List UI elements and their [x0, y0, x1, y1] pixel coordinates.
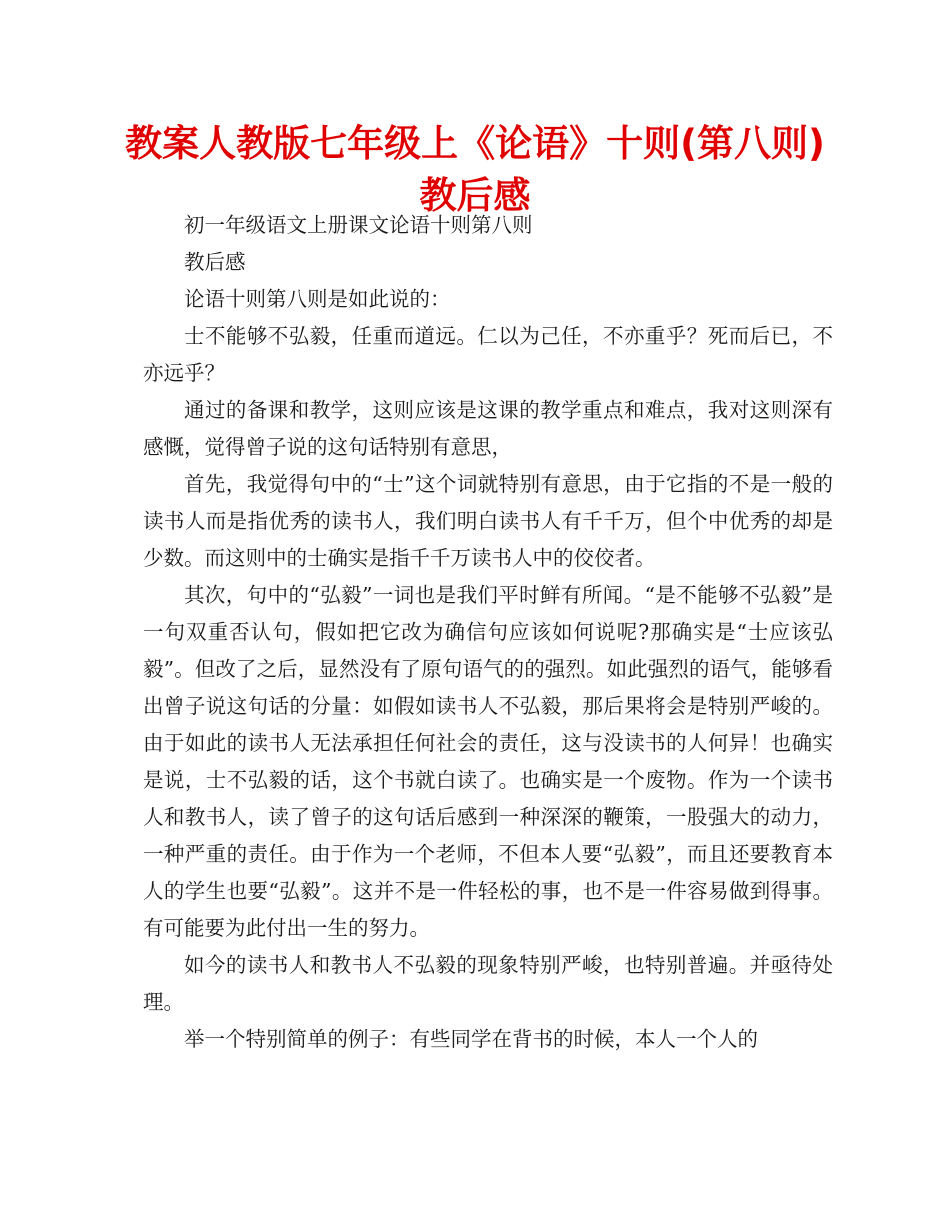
paragraph: 举一个特别简单的例子：有些同学在背书的时候，本人一个人的 [184, 1027, 758, 1051]
paragraph: 教后感 [184, 250, 246, 274]
paragraph: 初一年级语文上册课文论语十则第八则 [184, 213, 533, 237]
document-body [143, 207, 833, 1058]
paragraph: 论语十则第八则是如此说的： [184, 287, 451, 311]
document-title: 教案人教版七年级上《论语》十则(第八则)教后感 [125, 122, 825, 217]
paragraph: 首先，我觉得句中的“士”这个词就特别有意思，由于它指的不是一般的读书人而是指优秀的读书人，我们明白读书人有千千万，但个中优秀的却是少数。而这则中的士确实是指千千万读书人中的佼佼者。 [143, 472, 833, 570]
paragraph: 其次，句中的“弘毅”一词也是我们平时鲜有所闻。“是不能够不弘毅”是一句双重否认句，假如把它改为确信句应该如何说呢?那确实是“士应该弘毅”。但改了之后，显然没有了原句语气的的强烈。如此强烈的语气，能够看出曾子说这句话的分量：如假如读书人不弘毅，那后果将会是特别严峻的。由于如此的读书人无法承担任何社会的责任，这与没读书的人何异！也确实是说，士不弘毅的话，这个书就白读了。也确实是一个废物。作为一个读书人和教书人，读了曾子的这句话后感到一种深深的鞭策，一股强大的动力，一种严重的责任。由于作为一个老师，不但本人要“弘毅”，而且还要教育本人的学生也要“弘毅”。这并不是一件轻松的事，也不是一件容易做到得事。有可能要为此付出一生的努力。 [143, 583, 833, 940]
paragraph: 如今的读书人和教书人不弘毅的现象特别严峻，也特别普遍。并亟待处理。 [143, 953, 833, 1014]
paragraph: 士不能够不弘毅，任重而道远。仁以为己任，不亦重乎？死而后已，不亦远乎？ [143, 324, 833, 385]
paragraph: 通过的备课和教学，这则应该是这课的教学重点和难点，我对这则深有感慨，觉得曾子说的这句话特别有意思， [143, 398, 833, 459]
